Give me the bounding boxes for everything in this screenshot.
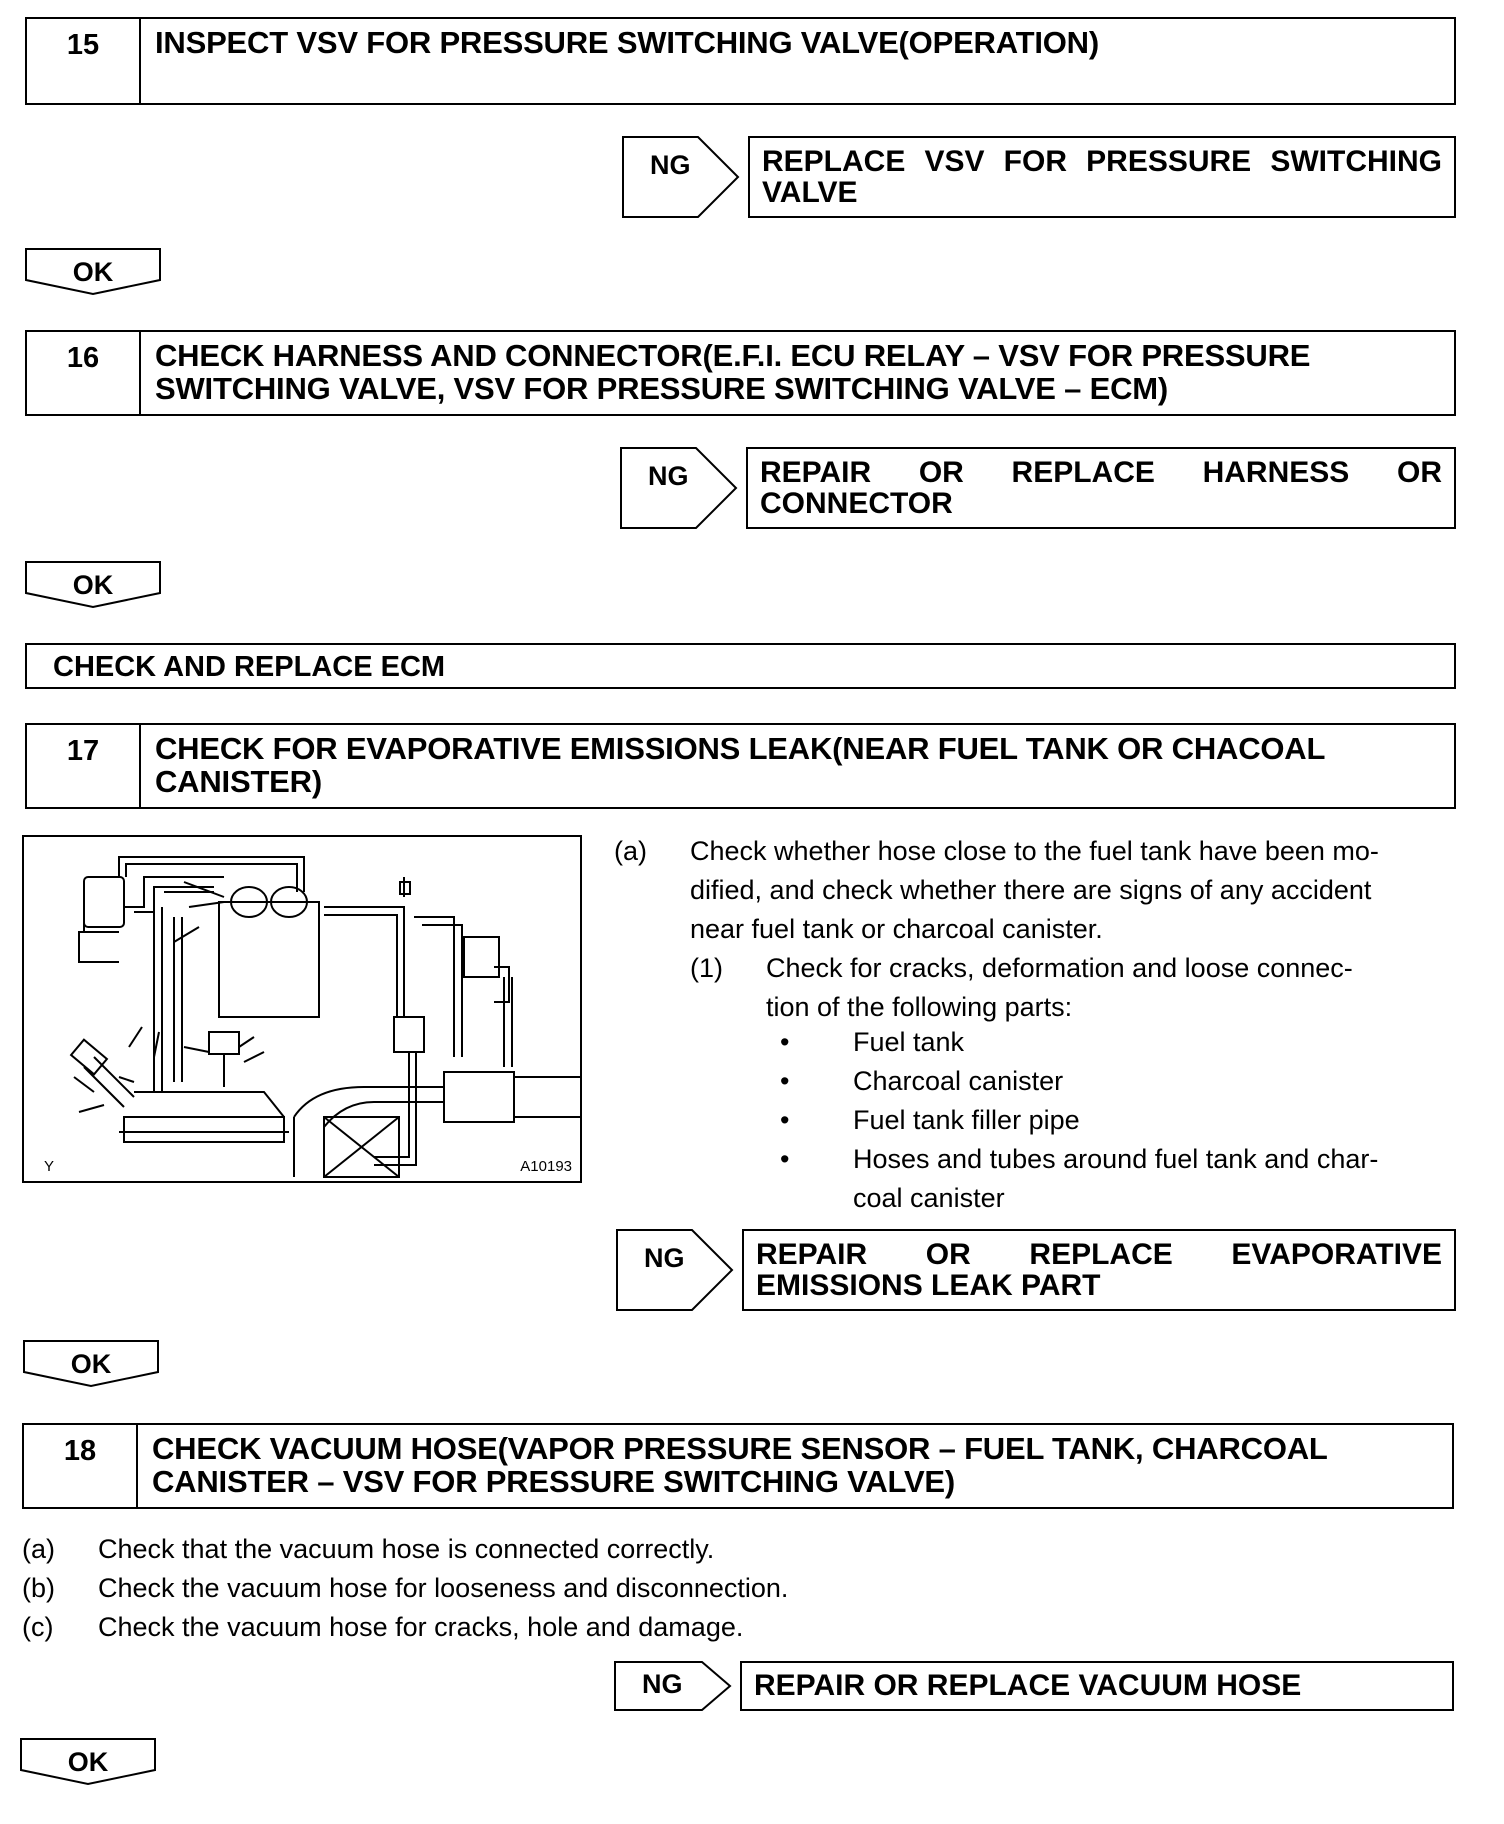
item-text: Check that the vacuum hose is connected correctly. xyxy=(98,1534,715,1564)
text-line: tion of the following parts: xyxy=(766,992,1073,1022)
ng-action-line: VALVE xyxy=(762,176,858,209)
ng-indicator xyxy=(622,136,740,218)
part-name: Fuel tank xyxy=(853,1027,965,1057)
bullet: • xyxy=(780,1027,790,1057)
step18-item xyxy=(22,1569,1422,1608)
step-number: 16 xyxy=(27,332,141,414)
ng-indicator xyxy=(616,1229,734,1311)
step-number: 15 xyxy=(27,19,141,103)
figure-code: A10193 xyxy=(520,1158,572,1175)
ng-action-line: REPLACE VSV FOR PRESSURE SWITCHING xyxy=(762,145,1442,178)
ng-label: NG xyxy=(650,150,691,180)
step-title-line: CHECK FOR EVAPORATIVE EMISSIONS LEAK(NEAR FUEL TANK OR CHACOAL xyxy=(155,731,1326,766)
ng-action-line: CONNECTOR xyxy=(760,487,953,520)
ng-indicator xyxy=(620,447,738,529)
item-text: Check the vacuum hose for looseness and disconnection. xyxy=(98,1573,789,1603)
ng-action-line: EMISSIONS LEAK PART xyxy=(756,1269,1101,1302)
ng-label: NG xyxy=(648,461,689,491)
check-replace-ecm-box: CHECK AND REPLACE ECM xyxy=(25,643,1456,689)
step-number: 17 xyxy=(27,725,141,807)
step-17-header xyxy=(25,723,1456,809)
part-name: Hoses and tubes around fuel tank and char- xyxy=(853,1144,1379,1174)
item-text: Check the vacuum hose for cracks, hole and damage. xyxy=(98,1612,744,1642)
step17-item-a-marker: (a) xyxy=(614,836,647,866)
ng-action-line: REPAIR OR REPLACE HARNESS OR xyxy=(760,456,1442,489)
step-title-line: SWITCHING VALVE, VSV FOR PRESSURE SWITCHING VALVE – ECM) xyxy=(155,371,1169,406)
item-marker: (b) xyxy=(22,1573,55,1603)
text-line: near fuel tank or charcoal canister. xyxy=(690,914,1103,944)
ok-label: OK xyxy=(72,570,114,600)
ok-indicator xyxy=(25,561,161,609)
item-marker: (a) xyxy=(22,1534,55,1564)
fuel-tank-canister-illustration xyxy=(24,837,580,1181)
bullet: • xyxy=(780,1066,790,1096)
ng-label: NG xyxy=(642,1669,683,1699)
bullet: • xyxy=(780,1144,790,1174)
ng-action-line: REPAIR OR REPLACE EVAPORATIVE xyxy=(756,1238,1442,1271)
ng-action-box: REPAIR OR REPLACE VACUUM HOSE xyxy=(740,1661,1454,1711)
step17-sub-marker: (1) xyxy=(690,953,723,983)
figure-letter: Y xyxy=(44,1158,55,1175)
ok-indicator xyxy=(25,248,161,296)
step18-item xyxy=(22,1530,1422,1569)
ok-label: OK xyxy=(67,1747,109,1777)
step-title xyxy=(155,732,1438,798)
step-title-line: CHECK HARNESS AND CONNECTOR(E.F.I. ECU RELAY – VSV FOR PRESSURE xyxy=(155,338,1311,373)
ng-action-box xyxy=(748,136,1456,218)
step-18-header xyxy=(22,1423,1454,1509)
step-title: INSPECT VSV FOR PRESSURE SWITCHING VALVE(OPERATION) xyxy=(155,25,1099,60)
ok-label: OK xyxy=(70,1349,112,1379)
item-marker: (c) xyxy=(22,1612,54,1642)
ok-indicator xyxy=(20,1738,156,1786)
bullet: • xyxy=(780,1105,790,1135)
step17-sub-text xyxy=(766,949,1460,1027)
ok-label: OK xyxy=(72,257,114,287)
step-title xyxy=(152,1432,1436,1498)
text-line: Check whether hose close to the fuel tank have been mo- xyxy=(690,836,1379,866)
step-15-header xyxy=(25,17,1456,105)
part-name: coal canister xyxy=(853,1183,1005,1213)
part-name: Fuel tank filler pipe xyxy=(853,1105,1080,1135)
ok-indicator xyxy=(23,1340,159,1388)
step-title-line: CANISTER) xyxy=(155,764,322,799)
step-title-line: CHECK VACUUM HOSE(VAPOR PRESSURE SENSOR – FUEL TANK, CHARCOAL xyxy=(152,1431,1328,1466)
ng-indicator xyxy=(614,1661,732,1711)
step-number: 18 xyxy=(24,1425,138,1507)
part-name: Charcoal canister xyxy=(853,1066,1064,1096)
ng-action-box xyxy=(742,1229,1456,1311)
step-16-header xyxy=(25,330,1456,416)
ng-label: NG xyxy=(644,1243,685,1273)
step-title xyxy=(155,339,1438,405)
text-line: dified, and check whether there are signs of any accident xyxy=(690,875,1372,905)
text-line: Check for cracks, deformation and loose connec- xyxy=(766,953,1353,983)
evap-system-diagram xyxy=(22,835,582,1183)
step17-item-a-text xyxy=(690,832,1460,949)
step-title-line: CANISTER – VSV FOR PRESSURE SWITCHING VALVE) xyxy=(152,1464,956,1499)
step18-item xyxy=(22,1608,1422,1647)
ng-action-box xyxy=(746,447,1456,529)
